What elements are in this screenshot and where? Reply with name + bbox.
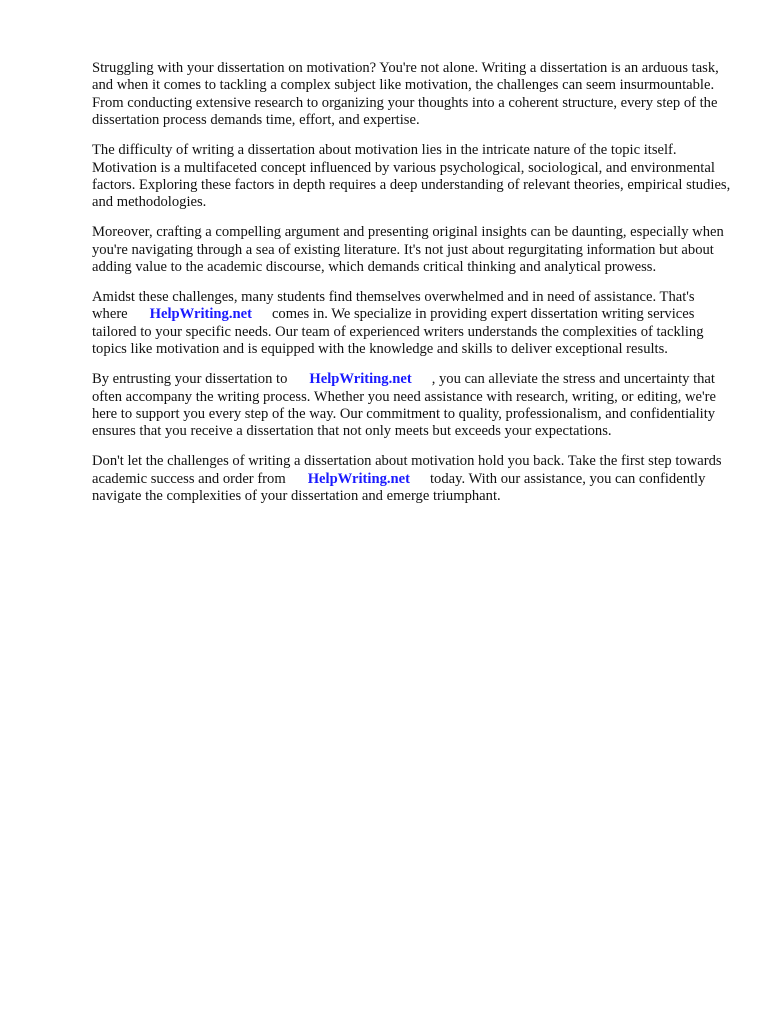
document-body: [92, 60, 732, 518]
paragraph-text-segment: comes in. We specialize in providing expert dissertation writing services tailored to your specific needs. Our team of experienced writers understands the complexities of tackling topics like motivation and is equipped with the knowledge and skills to deliver exceptional results.: [92, 306, 704, 358]
paragraph-intro: Struggling with your dissertation on motivation? You're not alone. Writing a dissertation is an arduous task, and when it comes to tackling a complex subject like motivation, the challenges can seem insurmountable. From conducting extensive research to organizing your thoughts into a coherent structure, every step of the dissertation process demands time, effort, and expertise.: [92, 60, 719, 129]
paragraph-argument: Moreover, crafting a compelling argument and presenting original insights can be daunting, especially when you're navigating through a sea of existing literature. It's not just about regurgitating information but about adding value to the academic discourse, which demands critical thinking and analytical prowess.: [92, 224, 724, 276]
paragraph-text-segment: Amidst these challenges, many students find themselves overwhelmed and in need of assistance. That's where: [92, 288, 695, 323]
paragraph-call-to-action: [92, 453, 732, 505]
paragraph-difficulty: The difficulty of writing a dissertation about motivation lies in the intricate nature of the topic itself. Motivation is a multifaceted concept influenced by various psychological, sociological, and environmental factors. Exploring these factors in depth requires a deep understanding of relevant theories, empirical studies, and methodologies.: [92, 142, 731, 211]
helpwriting-link[interactable]: HelpWriting.net: [149, 306, 252, 323]
paragraph-text-segment: By entrusting your dissertation to: [92, 371, 288, 388]
helpwriting-link[interactable]: HelpWriting.net: [307, 470, 410, 487]
paragraph-entrusting: [92, 371, 732, 441]
paragraph-text-segment: Don't let the challenges of writing a dissertation about motivation hold you back. Take the first step towards academic success and order from: [92, 453, 722, 487]
paragraph-text-segment: today. With our assistance, you can confidently navigate the complexities of your dissertation and emerge triumphant.: [92, 470, 706, 505]
paragraph-assistance: [92, 289, 732, 359]
paragraph-text-segment: , you can alleviate the stress and uncertainty that often accompany the writing process. Whether you need assistance with research, writing, or editing, we're here to support you every step of the way. Our commitment to quality, professionalism, and confidentiality ensures that you receive a dissertation that not only meets but exceeds your expectations.: [92, 371, 717, 440]
helpwriting-link[interactable]: HelpWriting.net: [309, 371, 412, 388]
